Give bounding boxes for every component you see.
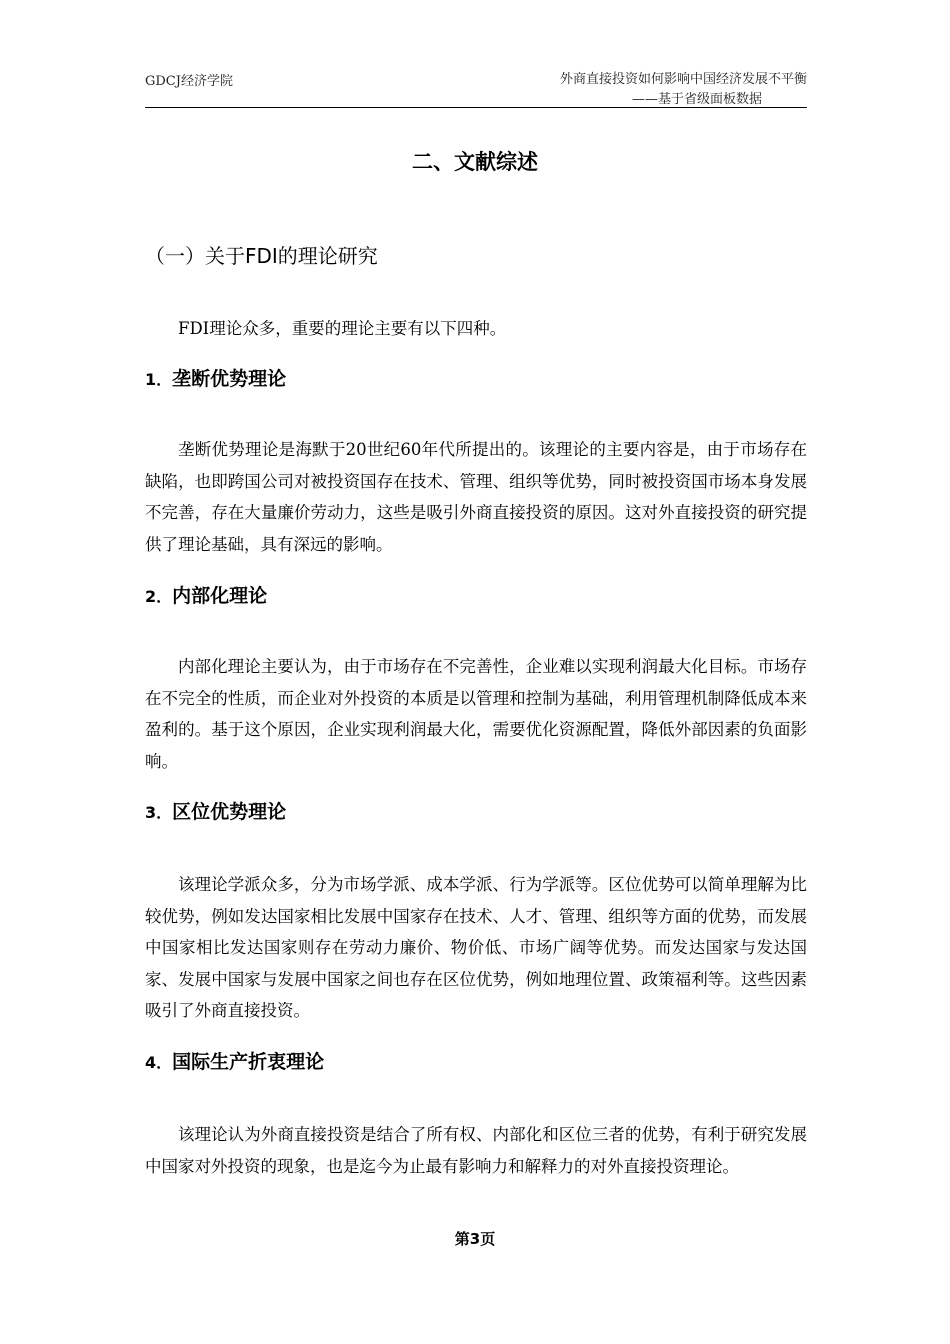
subsection-title: （一）关于FDI的理论研究 xyxy=(145,244,378,268)
header-institution: GDCJ经济学院 xyxy=(145,74,233,89)
page-number: 第3页 xyxy=(454,1230,496,1248)
item-number: 1． xyxy=(145,370,173,389)
item-number: 3． xyxy=(145,803,173,822)
item-heading-4 xyxy=(145,1047,324,1074)
item-title: 内部化理论 xyxy=(172,585,268,607)
intro-paragraph: FDI理论众多，重要的理论主要有以下四种。 xyxy=(178,319,507,338)
item-heading-2 xyxy=(145,581,267,608)
section-title: 二、文献综述 xyxy=(412,150,538,174)
item-body-2: 内部化理论主要认为，由于市场存在不完善性，企业难以实现利润最大化目标。市场存在不完全的性质，而企业对外投资的本质是以管理和控制为基础，利用管理机制降低成本来盈利的。基于这个原因，企业实现利润最大化，需要优化资源配置，降低外部因素的负面影响。 xyxy=(145,657,807,771)
header-title-subtitle: ——基于省级面板数据 xyxy=(631,92,762,107)
header-title-main: 外商直接投资如何影响中国经济发展不平衡 xyxy=(559,72,807,87)
item-body-4: 该理论认为外商直接投资是结合了所有权、内部化和区位三者的优势，有利于研究发展中国家对外投资的现象，也是迄今为止最有影响力和解释力的对外直接投资理论。 xyxy=(145,1125,807,1176)
item-heading-3 xyxy=(145,797,286,824)
item-title: 区位优势理论 xyxy=(172,801,287,823)
item-title: 垄断优势理论 xyxy=(172,368,287,390)
item-body-3: 该理论学派众多，分为市场学派、成本学派、行为学派等。区位优势可以简单理解为比较优势，例如发达国家相比发展中国家存在技术、人才、管理、组织等方面的优势，而发展中国家相比发达国家则存在劳动力廉价、物价低、市场广阔等优势。而发达国家与发达国家、发展中国家与发展中国家之间也存在区位优势，例如地理位置、政策福利等。这些因素吸引了外商直接投资。 xyxy=(145,875,807,1020)
item-heading-1 xyxy=(145,364,286,391)
item-title: 国际生产折衷理论 xyxy=(172,1051,325,1073)
header-divider xyxy=(145,107,807,108)
item-number: 2． xyxy=(145,587,173,606)
item-body-1: 垄断优势理论是海默于20世纪60年代所提出的。该理论的主要内容是，由于市场存在缺陷，也即跨国公司对被投资国存在技术、管理、组织等优势，同时被投资国市场本身发展不完善，存在大量廉价劳动力，这些是吸引外商直接投资的原因。这对外直接投资的研究提供了理论基础，具有深远的影响。 xyxy=(145,440,807,554)
header-document-title xyxy=(560,70,807,110)
item-number: 4． xyxy=(145,1053,173,1072)
